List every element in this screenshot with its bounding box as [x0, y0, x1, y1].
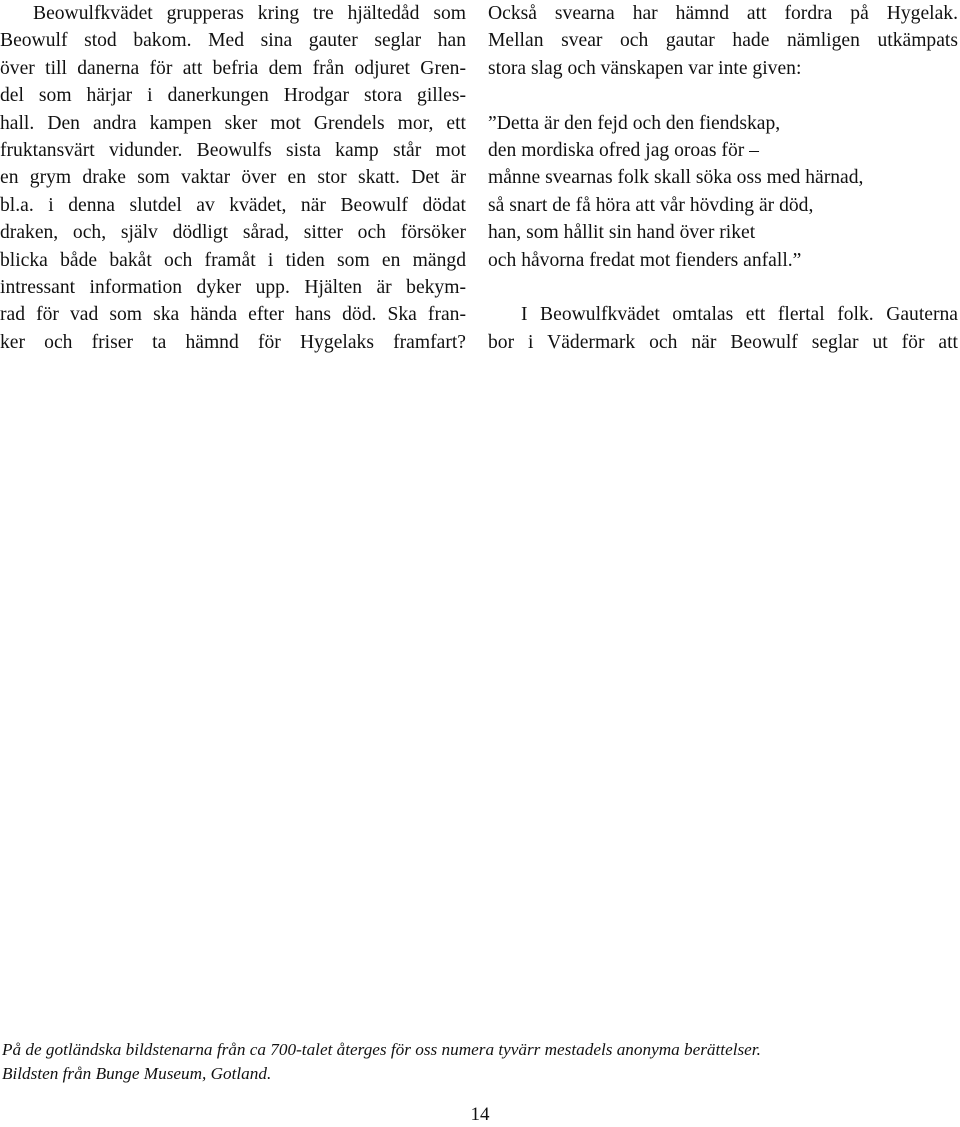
text-line: I Beowulfkvädet omtalas ett flertal folk. Gauterna — [521, 304, 958, 326]
text-line: rad för vad som ska hända efter hans död. Ska fran- — [0, 304, 466, 326]
verse-line: så snart de få höra att vår hövding är död, — [488, 194, 814, 216]
verse-line: månne svearnas folk skall söka oss med härnad, — [488, 167, 864, 189]
text-line: intressant information dyker upp. Hjälten är bekym- — [0, 276, 466, 298]
spacer — [488, 82, 958, 109]
text-line: Också svearna har hämnd att fordra på Hygelak. — [488, 3, 958, 24]
verse-line: ”Detta är den fejd och den fiendskap, — [488, 112, 781, 134]
text-line: bor i Vädermark och när Beowulf seglar ut för att — [488, 331, 958, 353]
text-line: bl.a. i denna slutdel av kvädet, när Beowulf dödat — [0, 194, 466, 216]
text-line: blicka både bakåt och framåt i tiden som en mängd — [0, 249, 466, 271]
spacer — [488, 274, 958, 301]
text-line: hall. Den andra kampen sker mot Grendels mor, ett — [0, 112, 466, 134]
verse-line: den mordiska ofred jag oroas för – — [488, 139, 759, 161]
text-line: stora slag och vänskapen var inte given: — [488, 57, 802, 79]
text-line: del som härjar i danerkungen Hrodgar stora gilles- — [0, 85, 466, 107]
verse-line: han, som hållit sin hand över riket — [488, 222, 756, 244]
text-line: över till danerna för att befria dem från odjuret Gren- — [0, 57, 466, 79]
page-number: 14 — [470, 1104, 490, 1125]
text-line: Mellan svear och gautar hade nämligen utkämpats — [488, 30, 958, 52]
right-column-text — [488, 0, 958, 356]
text-line: Beowulfkvädet grupperas kring tre hjältedåd som — [33, 3, 466, 24]
verse-quote — [488, 110, 958, 274]
text-line: Beowulf stod bakom. Med sina gauter seglar han — [0, 30, 466, 52]
text-line: ker och friser ta hämnd för Hygelaks framfart? — [0, 331, 466, 353]
left-column-text — [0, 0, 466, 356]
image-caption — [2, 1038, 960, 1086]
caption-line: Bildsten från Bunge Museum, Gotland. — [2, 1064, 272, 1083]
caption-line: På de gotländska bildstenarna från ca 700-talet återges för oss numera tyvärr mestadels anonyma berättelser. — [2, 1040, 761, 1059]
text-line: fruktansvärt vidunder. Beowulfs sista kamp står mot — [0, 139, 466, 161]
verse-line: och håvorna fredat mot fienders anfall.” — [488, 249, 802, 271]
text-line: en grym drake som vaktar över en stor skatt. Det är — [0, 167, 466, 189]
text-line: draken, och, själv dödligt sårad, sitter och försöker — [0, 222, 466, 244]
